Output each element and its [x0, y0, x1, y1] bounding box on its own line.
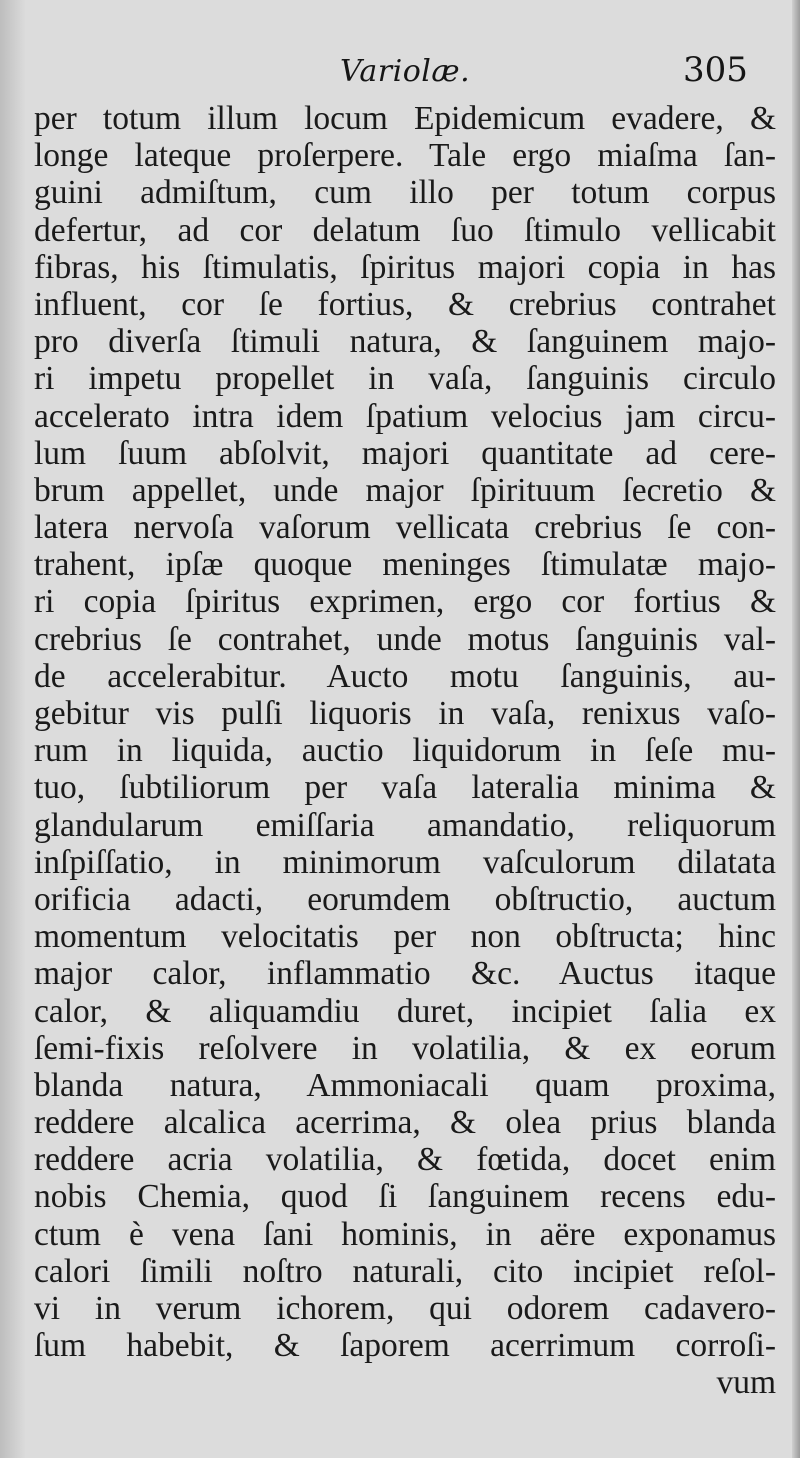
text-line: reddere alcalica acerrima, & olea prius blanda	[34, 1104, 776, 1142]
text-line: latera nervoſa vaſorum vellicata crebrius ſe con-	[34, 509, 776, 547]
page-number: 305	[683, 50, 748, 90]
page-header	[0, 46, 800, 96]
text-line: inſpiſſatio, in minimorum vaſculorum dilatata	[34, 843, 776, 881]
body-text	[34, 100, 776, 1402]
text-line: ſemi-fixis reſolvere in volatilia, & ex eorum	[34, 1029, 776, 1067]
text-line: glandularum emiſſaria amandatio, reliquorum	[34, 806, 776, 844]
text-line: orificia adacti, eorumdem obſtructio, auctum	[34, 880, 776, 918]
text-line: rum in liquida, auctio liquidorum in ſeſe mu-	[34, 732, 776, 770]
text-line: ſum habebit, & ſaporem acerrimum corroſi-	[34, 1327, 776, 1365]
text-line: momentum velocitatis per non obſtructa; hinc	[34, 918, 776, 956]
text-line: pro diverſa ſtimuli natura, & ſanguinem majo-	[34, 323, 776, 361]
text-line: calori ſimili noſtro naturali, cito incipiet reſol-	[34, 1252, 776, 1290]
text-line: gebitur vis pulſi liquoris in vaſa, renixus vaſo-	[34, 695, 776, 732]
text-line: tuo, ſubtiliorum per vaſa lateralia minima &	[34, 769, 776, 807]
text-line: crebrius ſe contrahet, unde motus ſanguinis val-	[34, 620, 776, 658]
text-line: accelerato intra idem ſpatium velocius jam circu-	[34, 397, 776, 435]
text-line: blanda natura, Ammoniacali quam proxima,	[34, 1066, 776, 1104]
text-line: nobis Chemia, quod ſi ſanguinem recens edu-	[34, 1178, 776, 1216]
text-line: vum	[716, 1364, 776, 1402]
text-line: calor, & aliquamdiu duret, incipiet ſalia ex	[34, 992, 776, 1030]
text-line: ctum è vena ſani hominis, in aëre exponamus	[34, 1215, 776, 1253]
gutter-shadow	[0, 0, 26, 1458]
text-line: major calor, inflammatio &c. Auctus itaque	[34, 955, 776, 993]
text-line: influent, cor ſe fortius, & crebrius contrahet	[34, 285, 776, 323]
text-line: ri impetu propellet in vaſa, ſanguinis circulo	[34, 360, 776, 398]
text-line: reddere acria volatilia, & fœtida, docet enim	[34, 1141, 776, 1179]
text-line: defertur, ad cor delatum ſuo ſtimulo vellicabit	[34, 211, 776, 249]
page-edge	[792, 0, 800, 1458]
text-line: de accelerabitur. Aucto motu ſanguinis, au-	[34, 657, 776, 695]
text-line: trahent, ipſæ quoque meninges ſtimulatæ majo-	[34, 546, 776, 584]
text-line: ri copia ſpiritus exprimen, ergo cor fortius &	[34, 583, 776, 621]
text-line: longe lateque proſerpere. Tale ergo miaſma ſan-	[34, 137, 776, 175]
text-line: lum ſuum abſolvit, majori quantitate ad cere-	[34, 434, 776, 472]
text-line: vi in verum ichorem, qui odorem cadavero-	[34, 1290, 776, 1327]
running-head: Variolæ.	[340, 54, 471, 89]
text-line: brum appellet, unde major ſpirituum ſecretio &	[34, 471, 776, 509]
text-line: per totum illum locum Epidemicum evadere, &	[34, 100, 776, 137]
text-line: fibras, his ſtimulatis, ſpiritus majori copia in has	[34, 248, 776, 286]
text-line: guini admiſtum, cum illo per totum corpus	[34, 174, 776, 212]
